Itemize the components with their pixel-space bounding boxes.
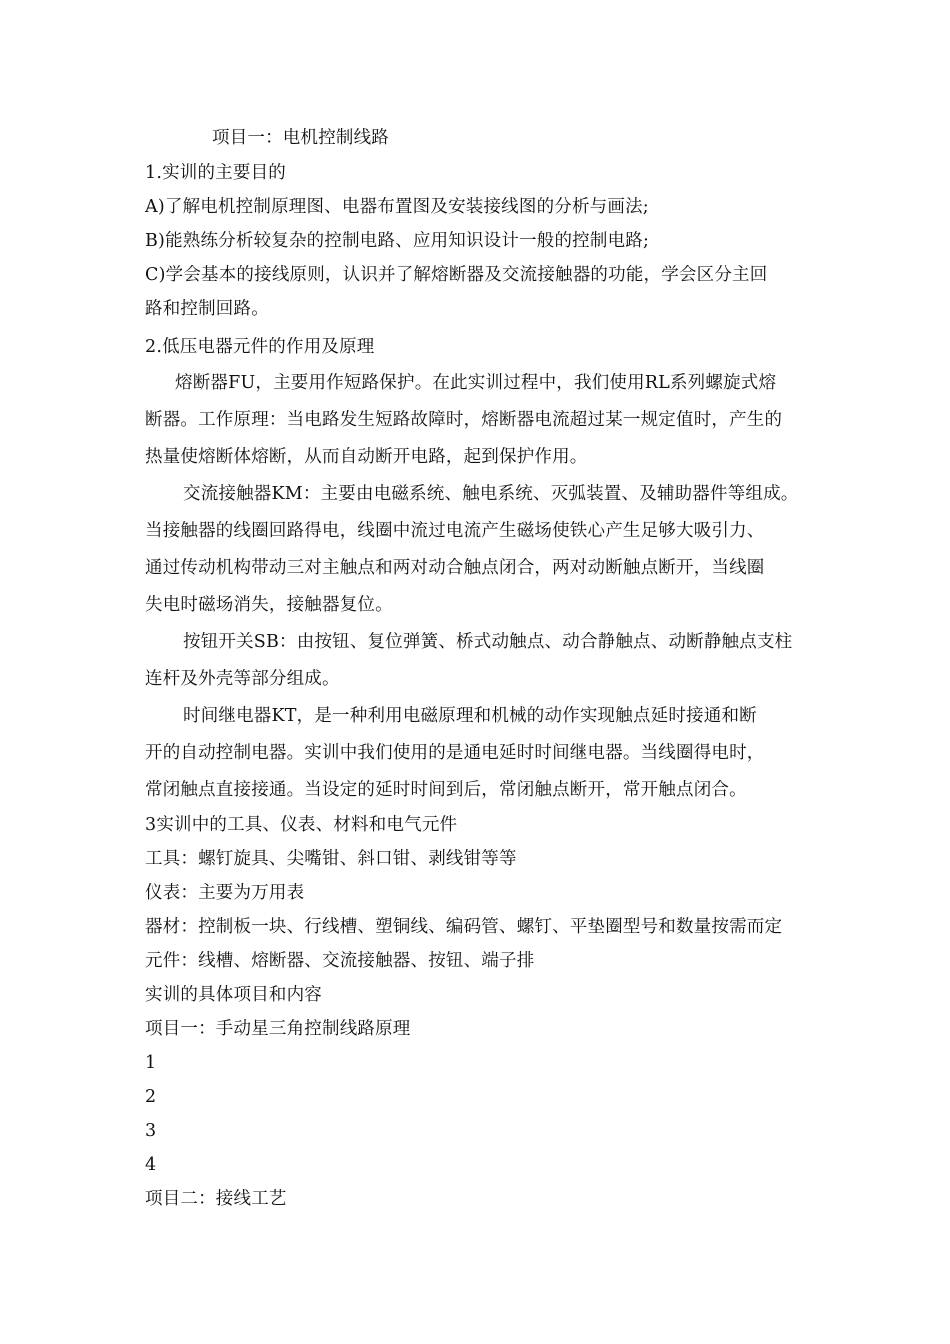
section1-item-c: C)学会基本的接线原则，认识并了解熔断器及交流接触器的功能，学会区分主回 (145, 265, 768, 285)
fuse-paragraph-line-1: 熔断器FU，主要用作短路保护。在此实训过程中，我们使用RL系列螺旋式熔 (175, 373, 777, 393)
section1-item-b: B)能熟练分析较复杂的控制电路、应用知识设计一般的控制电路; (145, 231, 650, 251)
button-paragraph-line-1: 按钮开关SB：由按钮、复位弹簧、桥式动触点、动合静触点、动断静触点支柱 (183, 632, 793, 652)
contactor-paragraph-line-3: 通过传动机构带动三对主触点和两对动合触点闭合，两对动断触点断开，当线圈 (145, 558, 765, 578)
number-4: 4 (145, 1155, 157, 1175)
section3-heading: 3实训中的工具、仪表、材料和电气元件 (145, 815, 458, 835)
fuse-paragraph-line-2: 断器。工作原理：当电路发生短路故障时，熔断器电流超过某一规定值时，产生的 (145, 410, 783, 430)
section1-item-c-cont: 路和控制回路。 (145, 299, 269, 319)
number-2: 2 (145, 1087, 157, 1107)
meters-line: 仪表：主要为万用表 (145, 883, 305, 903)
number-1: 1 (145, 1053, 157, 1073)
section4-heading: 实训的具体项目和内容 (145, 985, 322, 1005)
number-3: 3 (145, 1121, 157, 1141)
project1-title: 项目一：手动星三角控制线路原理 (145, 1019, 411, 1039)
contactor-paragraph-line-4: 失电时磁场消失，接触器复位。 (145, 595, 393, 615)
section1-heading: 1.实训的主要目的 (145, 163, 286, 183)
tools-line: 工具：螺钉旋具、尖嘴钳、斜口钳、剥线钳等等 (145, 849, 517, 869)
fuse-paragraph-line-3: 热量使熔断体熔断，从而自动断开电路，起到保护作用。 (145, 447, 588, 467)
contactor-paragraph-line-1: 交流接触器KM：主要由电磁系统、触电系统、灭弧装置、及辅助器件等组成。 (183, 484, 799, 504)
button-paragraph-line-2: 连杆及外壳等部分组成。 (145, 669, 340, 689)
section2-heading: 2.低压电器元件的作用及原理 (145, 337, 375, 357)
relay-paragraph-line-2: 开的自动控制电器。实训中我们使用的是通电延时时间继电器。当线圈得电时， (145, 743, 765, 763)
section1-item-a: A)了解电机控制原理图、电器布置图及安装接线图的分析与画法; (145, 197, 649, 217)
materials-line: 器材：控制板一块、行线槽、塑铜线、编码管、螺钉、平垫圈型号和数量按需而定 (145, 917, 783, 937)
components-line: 元件：线槽、熔断器、交流接触器、按钮、端子排 (145, 951, 535, 971)
contactor-paragraph-line-2: 当接触器的线圈回路得电，线圈中流过电流产生磁场使铁心产生足够大吸引力、 (145, 521, 765, 541)
relay-paragraph-line-3: 常闭触点直接接通。当设定的延时时间到后，常闭触点断开，常开触点闭合。 (145, 780, 747, 800)
project2-title: 项目二：接线工艺 (145, 1189, 287, 1209)
document-title: 项目一：电机控制线路 (212, 128, 389, 148)
relay-paragraph-line-1: 时间继电器KT，是一种利用电磁原理和机械的动作实现触点延时接通和断 (183, 706, 757, 726)
